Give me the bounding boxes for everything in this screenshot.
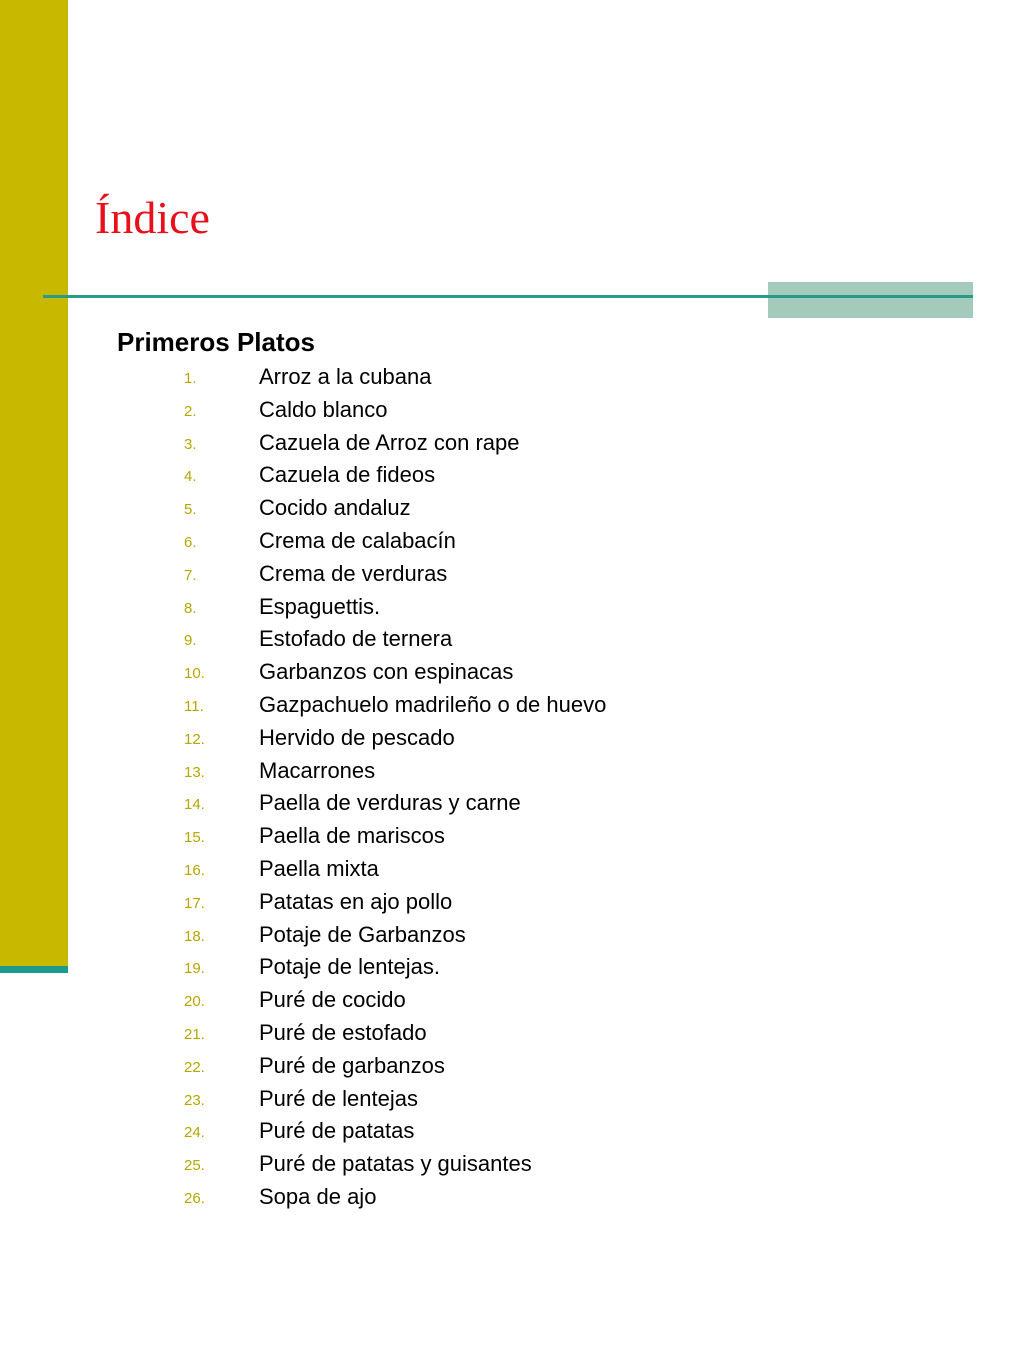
list-item: [0, 459, 760, 492]
list-item: [0, 1017, 760, 1050]
list-item: [0, 558, 760, 591]
list-item: [0, 1050, 760, 1083]
title-rule-block: [768, 282, 973, 318]
list-item: [0, 394, 760, 427]
list-item-number: 12.: [184, 730, 205, 748]
list-item-label: Macarrones: [259, 757, 376, 783]
list-item: [0, 1083, 760, 1116]
list-item-number: 7.: [184, 566, 197, 584]
list-item-number: 18.: [184, 927, 205, 945]
title-rule-line: [43, 295, 973, 298]
list-item-label: Puré de lentejas: [259, 1085, 418, 1111]
list-item-number: 3.: [184, 435, 197, 453]
list-item: [0, 820, 760, 853]
list-item-number: 15.: [184, 829, 205, 847]
list-item-number: 22.: [184, 1058, 205, 1076]
list-item-label: Paella mixta: [259, 855, 379, 881]
list-item-number: 16.: [184, 861, 205, 879]
list-item: [0, 951, 760, 984]
list-item: [0, 853, 760, 886]
list-item: [0, 361, 760, 394]
recipe-list: [0, 361, 760, 1214]
list-item: [0, 919, 760, 952]
list-item-label: Hervido de pescado: [259, 724, 455, 750]
list-item-label: Estofado de ternera: [259, 626, 453, 652]
list-item-number: 11.: [184, 697, 204, 715]
list-item-number: 19.: [184, 960, 205, 978]
list-item-number: 24.: [184, 1124, 205, 1142]
list-item-label: Potaje de Garbanzos: [259, 921, 466, 947]
list-item: [0, 984, 760, 1017]
list-item: [0, 1115, 760, 1148]
list-item-label: Cazuela de Arroz con rape: [259, 429, 520, 455]
list-item-label: Paella de mariscos: [259, 823, 445, 849]
list-item: [0, 1148, 760, 1181]
list-item-label: Sopa de ajo: [259, 1183, 377, 1209]
list-item-label: Puré de estofado: [259, 1019, 427, 1045]
list-item: [0, 722, 760, 755]
list-item: [0, 525, 760, 558]
list-item-number: 23.: [184, 1091, 205, 1109]
list-item-number: 17.: [184, 894, 205, 912]
list-item: [0, 591, 760, 624]
list-item-label: Cazuela de fideos: [259, 462, 436, 488]
list-item-label: Puré de cocido: [259, 987, 406, 1013]
list-item-number: 6.: [184, 533, 197, 551]
list-item-label: Patatas en ajo pollo: [259, 888, 453, 914]
list-item-number: 4.: [184, 468, 197, 486]
list-item-number: 25.: [184, 1157, 205, 1175]
list-item-label: Puré de patatas y guisantes: [259, 1151, 532, 1177]
list-item-number: 20.: [184, 993, 205, 1011]
list-item-label: Crema de calabacín: [259, 527, 456, 553]
list-item-number: 8.: [184, 599, 197, 617]
list-item-label: Cocido andaluz: [259, 495, 411, 521]
list-item-label: Caldo blanco: [259, 396, 388, 422]
list-item-number: 9.: [184, 632, 197, 650]
list-item-number: 21.: [184, 1025, 205, 1043]
list-item-label: Gazpachuelo madrileño o de huevo: [259, 691, 607, 717]
list-item: [0, 886, 760, 919]
list-item: [0, 492, 760, 525]
list-item: [0, 427, 760, 460]
list-item-number: 14.: [184, 796, 205, 814]
list-item: [0, 689, 760, 722]
list-item-label: Garbanzos con espinacas: [259, 659, 514, 685]
list-item-label: Puré de patatas: [259, 1118, 415, 1144]
list-item-label: Arroz a la cubana: [259, 364, 432, 389]
list-item-number: 10.: [184, 665, 205, 683]
list-item-number: 5.: [184, 501, 197, 519]
list-item-number: 13.: [184, 763, 205, 781]
list-item-label: Paella de verduras y carne: [259, 790, 521, 816]
list-item-number: 1.: [184, 370, 197, 387]
list-item: [0, 787, 760, 820]
list-item-number: 2.: [184, 402, 197, 420]
list-item-number: 26.: [184, 1189, 205, 1207]
list-item-label: Espaguettis.: [259, 593, 381, 619]
list-item-label: Potaje de lentejas.: [259, 954, 441, 980]
list-item: [0, 623, 760, 656]
list-item-label: Crema de verduras: [259, 560, 448, 586]
list-item: [0, 755, 760, 788]
list-item: [0, 656, 760, 689]
slide-title: Índice: [95, 192, 210, 243]
section-heading: Primeros Platos: [117, 327, 315, 357]
list-item: [0, 1181, 760, 1214]
list-item-label: Puré de garbanzos: [259, 1052, 445, 1078]
